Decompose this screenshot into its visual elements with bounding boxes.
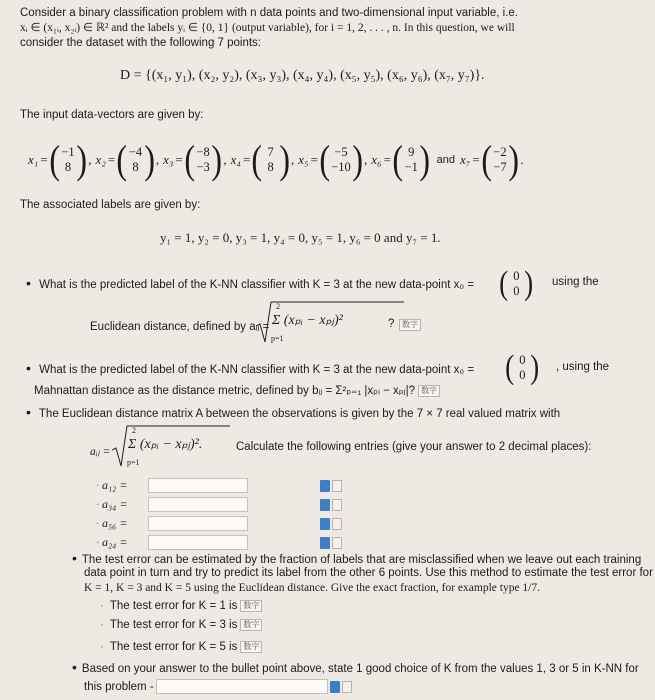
question-5-line-2: this problem - — [84, 679, 352, 694]
entry-a56: · a₅₆ = — [96, 516, 342, 531]
test-error-k5: · The test error for K = 5 is 数字 — [100, 641, 262, 653]
k3-answer-input[interactable]: 数字 — [240, 619, 262, 631]
sum-upper-limit-2: 2 — [132, 426, 136, 435]
question-3-instruction: Calculate the following entries (give your answer to 2 decimal places): — [236, 441, 592, 453]
vector-x7: x₇ = ( −2 −7 ) . — [459, 137, 524, 182]
question-1-distance-label: Euclidean distance, defined by aᵢⱼ = — [90, 321, 270, 333]
k-choice-input[interactable] — [156, 679, 328, 694]
k1-answer-input[interactable]: 数字 — [240, 600, 262, 612]
sum-upper-limit: 2 — [276, 302, 280, 311]
question-2-suffix: , using the — [556, 361, 610, 373]
document-icon[interactable] — [342, 681, 352, 693]
question-4-line-1: • The test error can be estimated by the fraction of labels that are misclassified when we leave out each training — [72, 551, 641, 568]
vector-x6: x₆ = ( 9 −1 ) — [371, 137, 431, 182]
question-1-point: ( 0 0 ) — [499, 265, 534, 302]
a24-input[interactable] — [148, 535, 248, 550]
question-1-text: • What is the predicted label of the K-NN classifier with K = 3 at the new data-point x₀ = — [26, 276, 474, 293]
test-error-k1: · The test error for K = 1 is 数字 — [100, 600, 262, 612]
k5-answer-input[interactable]: 数字 — [240, 641, 262, 653]
question-2-point: ( 0 0 ) — [505, 349, 540, 386]
vector-x1: x₁ = ( −1 8 ) , — [28, 137, 92, 182]
insert-icon[interactable] — [320, 518, 330, 530]
question-1-answer-input[interactable]: 数字 — [399, 319, 421, 331]
a12-input[interactable] — [148, 478, 248, 493]
labels-heading: The associated labels are given by: — [20, 199, 201, 211]
entry-a34: · a₃₄ = — [96, 497, 342, 512]
question-3-text: • The Euclidean distance matrix A between the observations is given by the 7 × 7 real valued matrix with — [26, 405, 560, 422]
test-error-k3: · The test error for K = 3 is 数字 — [100, 619, 262, 631]
insert-icon[interactable] — [320, 499, 330, 511]
question-4-line-3: K = 1, K = 3 and K = 5 using the Euclidean distance. Give the exact fraction, for example type 1/7. — [84, 582, 541, 594]
question-1-suffix: using the — [552, 276, 599, 288]
question-1-qmark: ? — [388, 318, 395, 330]
entry-a24: · a₂₄ = — [96, 535, 342, 550]
a34-input[interactable] — [148, 497, 248, 512]
document-icon[interactable] — [332, 518, 342, 530]
intro-line-3: consider the dataset with the following 7 points: — [20, 37, 262, 49]
question-5-line-1: • Based on your answer to the bullet point above, state 1 good choice of K from the values 1, 3 or 5 in K-NN for — [72, 660, 639, 677]
question-2-answer-input[interactable]: 数字 — [418, 385, 440, 397]
document-icon[interactable] — [332, 480, 342, 492]
vector-x4: x₄ = ( 7 8 ) , — [230, 137, 295, 182]
question-4-line-2: data point in turn and try to predict its label from the other 6 points. Use this method to estimate the test error for — [84, 567, 653, 579]
sum-lower-limit-2: p=1 — [127, 458, 140, 467]
sum-lower-limit: p=1 — [271, 334, 284, 343]
sum-expression: Σ (xₚᵢ − xₚⱼ)² — [272, 313, 343, 328]
a56-input[interactable] — [148, 516, 248, 531]
question-2-line-2: Mahnattan distance as the distance metric, defined by bᵢⱼ = Σ²ₚ₌₁ |xₚᵢ − xₚⱼ|? 数字 — [34, 383, 440, 397]
question-3-lhs: aᵢⱼ = — [90, 446, 111, 458]
dataset-formula: D = {(x₁, y₁), (x₂, y₂), (x₃, y₃), (x₄, y₄), (x₅, y₅), (x₆, y₆), (x₇, y₇)}. — [120, 68, 485, 83]
vector-x5: x₅ = ( −5 −10 ) , — [298, 137, 368, 182]
document-icon[interactable] — [332, 499, 342, 511]
question-2-text: • What is the predicted label of the K-NN classifier with K = 3 at the new data-point x₀ = — [26, 361, 474, 378]
intro-line-1: Consider a binary classification problem with n data points and two-dimensional input variable, i.e. — [20, 7, 518, 19]
labels-formula: y₁ = 1, y₂ = 0, y₃ = 1, y₄ = 0, y₅ = 1, y₆ = 0 and y₇ = 1. — [160, 230, 441, 245]
vector-x2: x₂ = ( −4 8 ) , — [95, 137, 160, 182]
inputs-heading: The input data-vectors are given by: — [20, 109, 204, 121]
insert-icon[interactable] — [330, 681, 340, 693]
intro-line-2: xᵢ ∈ (x₁ᵢ, x₂ᵢ) ∈ ℝ² and the labels yᵢ ∈ {0, 1} (output variable), for i = 1, 2, . . . , n. In this question, we will — [20, 22, 515, 34]
sum-expression-2: Σ (xₚᵢ − xₚⱼ)². — [128, 437, 203, 452]
euclidean-formula — [256, 300, 406, 344]
insert-icon[interactable] — [320, 537, 330, 549]
insert-icon[interactable] — [320, 480, 330, 492]
entry-a12: · a₁₂ = — [96, 478, 342, 493]
document-icon[interactable] — [332, 537, 342, 549]
vector-x3: x₃ = ( −8 −3 ) , — [163, 137, 227, 182]
input-vectors — [26, 137, 526, 182]
euclidean-matrix-formula — [112, 424, 232, 468]
and-word: and — [436, 154, 455, 166]
